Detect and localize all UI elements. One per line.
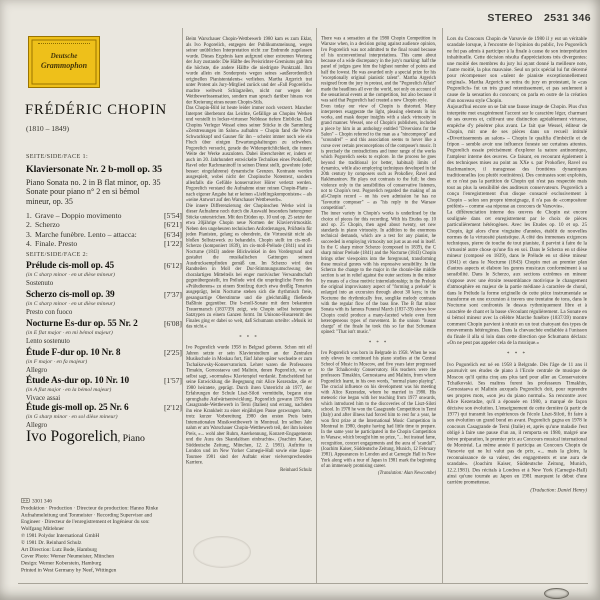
cassette-number: 3301 346 <box>32 498 52 504</box>
track-number: 4. <box>26 238 32 248</box>
credit-line: Aufnahmeleitung und Tonmeister · Recording Supervisor and <box>21 512 153 518</box>
artist-credit <box>26 428 145 446</box>
table-row <box>26 230 182 239</box>
track-number: 3. <box>26 229 32 239</box>
sonata-title-fr-1: Sonate pour piano n° 2 en si bémol <box>26 187 140 197</box>
table-row <box>26 211 182 220</box>
sonata-title-fr-2: mineur, op. 35 <box>26 196 73 206</box>
piece-subtitle: (in E flat major · en mi bémol majeur) <box>26 330 113 336</box>
sonata-title-de: Klaviersonate Nr. 2 b-moll op. 35 <box>26 164 162 175</box>
piece-tempo: Allegro <box>26 366 48 374</box>
piece-title: Prélude cis-moll op. 45 <box>26 261 115 271</box>
sonata-track-list <box>26 211 182 248</box>
side2-label: SEITE/SIDE/FACE 2: <box>26 251 89 258</box>
author-signature: Reinhard Schulz <box>280 466 312 473</box>
paragraph: Lors du Concours Chopin de Varsovie de 1980 il y eut un véritable scandale lorsque, à l'encontre de l'opinion du public, Ivo Pogorelich ne fut pas admis à participer à la finale à cause de son interprétation inhabituelle. Cette décision résulta d'appréciations très divergentes: une moitié des membres du jury lui ayant donné la meilleure note, l'autre moitié, la plus mauvaise. Seul un prix spécial lui fut décerné pour récompenser son «talent de pianiste exceptionnellement original». Martha Argerich se retira du jury en protestant, le «cas Pogorelich» fut un très grand retentissement, et pas seulement à cause de la sensation du concours; on parla en outre de la création d'un nouveau style Chopin. <box>447 36 587 104</box>
piece-subtitle: (in F major · en fa majeur) <box>26 359 88 365</box>
piece-time: [6'12] <box>163 261 182 270</box>
piece-title: Étude gis-moll op. 25 Nr. 6 <box>26 403 129 413</box>
list-item <box>26 290 182 316</box>
tulip-crest-icon <box>38 43 90 47</box>
credit-line: Cover Photo: Werner Neumeister, München <box>21 553 114 560</box>
track-time: [5'54] <box>163 211 182 220</box>
section-separator: * * * <box>368 340 389 346</box>
printer-mark-icon <box>544 588 569 599</box>
piece-subtitle: (in C sharp minor · en ut dièse mineur) <box>26 301 115 307</box>
paragraph: Das Chopin-Bild ist heute leider immer noch verzerrt. Mancher Interpret überbetont das Leichte, Gefällige an Chopins Werken und verstellt in locker-virtuoser Noblesse tiefere Einblicke. Daß Chopins Verleger Wessel eines seiner Stücke in die Sammlung »Zerstreuungen im Salon« aufnahm – Chopin fand die Worte Schwachkopf und Gauner für ihn – scheint immer noch wie ein Fluch über einigen Erwartungshaltungen zu schweben. Pogorelich versucht, gerade die Widersprüchlichkeit, die innere Weite der Werke auszuloten. Dabei überschreitet er, indem er auch im 20. Jahrhundert entwickelte Techniken eines Prokofieff, Ravel oder Rachmaninoff in seinen Dienst stellt, gewohnte (oder besser: eingefahrene) dynamische Grenzen. Kontraste werden ausgespielt, wobei nicht der Chopinsche Notentext, sondern allenfalls die Gefühle konservativer Hörer verletzt werden. Pogorelich verstand die Aufnahme einer reinen Chopin-Platte – nach eigener Angabe hat er keinen »Lieblingskomponisten« – als »seine Antwort auf den Warschauer Wettbewerb«. <box>186 105 312 203</box>
piece-tempo: Presto con fuoco <box>26 308 73 316</box>
artist-instrument: , Piano <box>117 433 145 444</box>
credit-line: Produktion · Production · Directeur de production: Hanno Rinke <box>21 505 159 511</box>
piece-time: [2'12] <box>163 403 182 412</box>
track-time: [6'21] <box>163 220 182 230</box>
track-name: Marche funèbre. Lento – attacca: <box>35 229 137 239</box>
piece-title: Étude As-dur op. 10 Nr. 10 <box>26 376 130 386</box>
deutsche-grammophon-logo <box>28 36 100 88</box>
piece-time: [7'37] <box>163 290 182 299</box>
translator-credit: (Translation: Alan Newcombe) <box>378 470 436 476</box>
track-number: 2. <box>26 220 32 230</box>
composer-name: FRÉDÉRIC CHOPIN <box>25 102 168 118</box>
side1-label: SEITE/SIDE/FACE 1: <box>26 153 89 160</box>
paragraph: Beim Warschauer Chopin-Wettbewerb 1980 kam es zum Eklat, als Ivo Pogorelich, entgegen der Publikumsmeinung, wegen seiner unüblichen Interpretation nicht zur Endrunde zugelassen wurde. Dieses Ergebnis kam aufgrund einer extremen Wertung der Jury zustande: Die Hälfte des Preisrichter-Gremiums gab ihm die höchste, die andere Hälfte die niedrigste Punktzahl. Ihm wurde allein ein Sonderpreis wegen seines »außerordentlich originellen Pianistentalents« verliehen. Martha Argerich trat unter Protest als Jury-Mitglied zurück und der »Fall Pogorelich« machte weltweit Schlagzeilen, nicht nur wegen der Wettbewerbssensation, sondern man sprach darüber hinaus von der Kreierung eines neuen Chopin-Stils. <box>186 36 312 105</box>
composer-dates: (1810 – 1849) <box>26 124 70 133</box>
list-item <box>26 261 182 287</box>
sonata-title-en: Piano Sonata no. 2 in B flat minor, op. 35 <box>26 178 161 187</box>
paragraph: Aujourd'hui encore on se fait une fausse image de Chopin. Plus d'un interprète met exagérément l'accent sur le caractère léger, charmant de ses œuvres et, cultivant une distinction agréablement virtuose, empêche d'y pénétrer plus avant. Le fait que Wessel, éditeur de Chopin, mit une de ses pièces dans un recueil intitulé «Divertissements au salon» – Chopin le qualifia d'imbécile et de fripon – semble avoir une influence funeste sur certaines attentes. Pogorelich essaie précisément d'explorer la nature antinomique, l'ampleur interne des œuvres. Ce faisant, en recourant également à des techniques mises au point au XXe s. par Prokofiev, Ravel ou Rachmaninov, il transgresse des frontières dynamiques traditionnelles (ou plutôt routinières). Des contrastes sont exploités, et ce n'est pas la partition de Chopin qui n'est pas respectée mais tout au plus la sensibilité des auditeurs conservateurs. Pogorelich a conçu l'enregistrement d'un disque consacré exclusivement à Chopin – selon son propre témoignage, il n'a pas de «compositeur préféré» – comme «sa réponse au concours de Varsovie». <box>447 104 587 209</box>
piece-title: Étude F-dur op. 10 Nr. 8 <box>26 348 121 358</box>
track-name: Finale. Presto <box>35 238 78 248</box>
brand-line2: Grammophon <box>40 61 88 70</box>
piece-tempo: Sostenuto <box>26 279 54 287</box>
piece-time: [6'08] <box>163 319 182 328</box>
paragraph: Ivo Pogorelich wurde 1958 in Belgrad geboren. Schon mit elf Jahren setzte er sein Klavierstudium an der Zentralen Musikschule in Moskau fort, fünf Jahre später wechselte er zum Tschaikowsky-Konservatorium. Lehrer waren die Professoren Timakin, Gornostaeva und Malinin, denen Pogorelich, wie er selbst sagt, »normales« Klavierspiel verdankt. Entscheidend hat seine Entwicklung die Begegnung mit Alice Kezeradze, die er 1980 heiratete, geprägt. Durch ihren Unterricht ab 1977, der Erfahrungen der Schule Liszt-Siloti vermittelte, begann eine sprunghafte Aufwärtsentwicklung. Pogorelich gewann 1978 den Casagrande-Wettbewerb in Terni (Italien) und errang, nachdem ihn eine Krankheit zu einer einjährigen Pause gezwungen hatte, trotz kurzer Vorbereitung 1980 den ersten Preis beim Internationalen Musikwettbewerb in Montreal. Im selben Jahr nahm er am Warschauer Chopin-Wettbewerb teil, der ihm keinen Preis, »... wohl aber Ruhm, Anerkennung, Konzert-Engagements und die Aura des Skandalösen einbrachte«. (Joachim Kaiser, Süddeutsche Zeitung, München, 12. 2. 1981). Auftritte in London und im New Yorker Carnegie-Hall sowie eine Japan-Tournee 1981 sind der Auftakt einer vielversprechenden Karriere. <box>186 344 312 465</box>
paragraph: There was a sensation at the 1980 Chopin Competition in Warsaw when, in a decision going against audience opinion, Ivo Pogorelich was not admitted to the final round because of his unconventional interpretations. This came about because of a wide discrepancy in the jury's marking: half the panel of judges gave him the highest number of points and half the lowest. He was awarded only a special prize for his "exceptionally original pianistic talent". Martha Argerich resigned from the jury in protest, and the "Pogorelich Affair" made the headlines all over the world, not only on account of the sensational events at the competition, but also because it was said that Pogorelich had created a new Chopin style. <box>321 36 436 104</box>
table-row <box>26 220 182 229</box>
track-name: Scherzo <box>35 220 60 230</box>
translator-credit: (Traduction: Daniel Henry) <box>530 487 587 493</box>
piece-title: Scherzo cis-moll op. 39 <box>26 290 115 300</box>
credit-line: Art Direction: Lutz Bode, Hamburg <box>21 546 97 553</box>
credit-line: Printed in West Germany by Neef, Wittingen <box>21 567 117 573</box>
track-time: [1'22] <box>163 238 182 248</box>
stereo-label: STEREO <box>487 12 533 24</box>
table-row <box>26 239 182 248</box>
brand-name <box>29 51 99 71</box>
catalog-number: 2531 346 <box>544 12 591 24</box>
list-item <box>26 319 182 345</box>
paragraph: Die innere Differenzierung der Chopinschen Werke wird in dieser Aufnahme noch durch die Auswahl besonders heterogener Stücke unterstrichen. Mit den Etüden op. 10 und op. 25 setzte der etwa 20jährige Chopin neue Normen der Klaviervirtuosität. Neben den ungeheuren technischen Anforderungen, Prüfstein für jeden Pianisten, gelang es obendrein, die Virtuosität nicht als bloßen Selbstzweck zu behandeln. Chopin stellt im cis-moll-Scherzo (komponiert 1839), im cis-moll-Prélude (1841) und im Nocturne (1843) andere Blickwinkel in den Vordergrund und gestaltet die musikalischen Gattungen seinem Ausdrucksempfinden gemäß um. Im Scherzo wird den Randteilen in Moll der Dur-Stimmungsumschwung des choralartigen Mittelteils bei enger motivischer Verwandtschaft gegenübergestellt, im Prélude wird die ursprüngliche Form des »Präludierens« zu einem Streifzug durch etwa dreißig Tonarten ausgeprägt, beim Nocturne stehen sich die rhythmisch freie, gesangsartige Oberstimme und die gleichmäßig fließende Baßlinie gegenüber. Die b-moll-Sonate mit dem bekannten Trauermarsch (1837/39) zeigt, wie Chopin selbst heterogene Satztypen zu einem Ganzen formt. Im Unisono-Husarenritt des Finales ging er dabei so weit, daß Schumann urteilte: »Musik ist das nicht.« <box>186 202 312 329</box>
credit-line: Engineer · Directeur de l'enregistrement et Ingénieur du son: <box>21 519 150 525</box>
section-separator: * * * <box>506 351 528 357</box>
paragraph: Ivo Pogorelich est né en 1958 à Belgrade. Dès l'âge de 11 ans il poursuivit ses études de piano à l'Ecole centrale de musique de Moscou qu'il quitta cinq ans plus tard pour aller au Conservatoire Tchaïkovski. Ses maîtres furent les professeurs Timakhin, Gornostaeva et Malinin auxquels Pogorelich doit, pour reprendre ses propres mots, «son jeu du piano normal». Sa rencontre avec Alice Kezeradze, qu'il a épousée en 1980, a marqué de façon décisive son évolution. L'enseignement de cette dernière (à partir de 1977) qui transmit les expériences de l'école Liszt-Siloti, fit faire à son évolution un grand bond en avant. Pogorelich gagna en 1978 le concours Casagrande de Terni (Italie) et, après qu'une maladie l'eut obligé à faire une pause d'un an, il remporta en 1980, malgré une brève préparation, le premier prix au Concours musical international de Montréal. La même année il participa au Concours Chopin de Varsovie qui ne lui valut pas de prix, «... mais la gloire, la reconnaissance de sa valeur, des engagements et une aura de scandale». (Joachim Kaiser, Süddeutsche Zeitung, Munich, 12.2.1981). Des récitals à Londres et à New York (Carnegie-Hall) ainsi qu'une tournée au Japon en 1981 marquent le début d'une carrière prometteuse. <box>447 361 587 486</box>
cassette-catalog-line <box>21 498 188 505</box>
list-item <box>26 403 182 429</box>
liner-notes-french <box>447 36 600 600</box>
credit-line: Design: Werner Koberstein, Hamburg <box>21 560 102 567</box>
piece-subtitle: (in G sharp minor · en sol dièse mineur) <box>26 414 118 420</box>
section-separator: * * * <box>239 334 259 340</box>
paragraph: Even today our view of Chopin is distorted. Many interpreters exaggerate the light, pleasing elements in his works, and mask deeper insights with a slack virtuosity in grand manner. Wessel, one of Chopin's publishers, included a piece by him in an anthology entitled "Diversions for the Salon" – Chopin referred to the man as a "nincompoop" and "scoundrel" – and this association seems to hover like a curse over certain preconceptions of the composer's music. It is precisely the contradictions and inner range of the works which Pogorelich seeks to explore. In the process he goes beyond the traditional (or better, habitual) limits of dynamics, while also employing techniques developed in the 20th century by composers such as Prokofiev, Ravel and Rakhmaninov. He plays out contrasts to the full; he does violence only to the sensibilities of conservative listeners, not to Chopin's text. Pogorelich regarded the making of an all-Chopin record – on his own admission he has no "favourite composer" – as "his reply to the Warsaw competition". <box>321 103 436 211</box>
artist-name: Ivo Pogorelich <box>26 428 118 445</box>
list-item <box>26 376 182 402</box>
track-number: 1. <box>26 211 32 220</box>
track-time: [6'34] <box>163 229 182 239</box>
embossed-seal <box>193 536 251 568</box>
piece-tempo: Vivace assai <box>26 394 61 402</box>
piece-tempo: Lento sostenuto <box>26 337 70 345</box>
cassette-icon <box>21 498 30 503</box>
catalog-header <box>487 12 591 24</box>
track-name: Grave – Doppio movimento <box>35 211 122 220</box>
piece-time: [2'25] <box>163 348 182 357</box>
paragraph: The inner variety in Chopin's works is underlined by the choice of pieces for this recording. With his Etudes op. 10 and op. 25 Chopin, then aged about twenty, set new standards in piano virtuosity. In addition to the enormous technical demands, which are a test for any pianist, he succeeded in employing virtuosity not just as an end in itself. In the C sharp minor Scherzo (composed in 1839), the C sharp minor Prelude (1841) and the Nocturne (1843) Chopin brings other viewpoints into the foreground, transforming these musical genres with his expressive sensibility. In the Scherzo the change to the major in the chorale-like middle section is set in relief against the outer sections in the minor by means of a close motivic interrelationship; in the Prelude the original improvisatory aspect of "forming a prelude" is enlarged into an excursion through about 30 keys; in the Nocturne the rhythmically free, songlike melody contrasts with the regular flow of the bass line. The B flat minor Sonata with its famous Funeral March (1837-39) shows how Chopin could produce a many-faceted whole even from heterogeneous types of movement. In the unison "hussar charge" of the finale he took this so far that Schumann opined: "That isn't music." <box>321 211 436 335</box>
credit-line: ℗ 1981 Polydor International GmbH <box>21 532 100 539</box>
piece-time: [1'57] <box>163 376 182 385</box>
piece-subtitle: (in C sharp minor · en ut dièse mineur) <box>26 272 115 278</box>
list-item <box>26 348 182 374</box>
piece-tempo: Allegro <box>26 421 48 429</box>
credit-line: Wolfgang Mitlehner <box>21 526 64 532</box>
production-credits <box>21 498 355 600</box>
piece-title: Nocturne Es-dur op. 55 Nr. 2 <box>26 319 138 329</box>
brand-line1: Deutsche <box>50 52 78 60</box>
credit-line: © 1981 Dr. Reinhard Schulz <box>21 539 82 546</box>
paragraph: La différenciation interne des œuvres de Chopin est encore soulignée dans cet enregistrement par le choix de pièces particulièrement hétérogènes. Avec les Etudes op. 10 et op. 25 Chopin, âgé alors d'une vingtaine d'années, établit de nouvelles normes de la virtuosité pianistique. A côté des immenses exigences techniques, pierre de touche de tout pianiste, il parvint à faire de la virtuosité autre chose qu'une fin en soi. Dans le Scherzo en ut dièse mineur (composé en 1839), dans le Prélude en ut dièse mineur (1841) et dans le Nocturne (1843) Chopin met au premier plan d'autres aspects et élabore les genres musicaux conformément à sa sensibilité. Dans le Scherzo, aux sections extrêmes en mineur s'oppose avec une étroite ressemblance motivique le changement d'atmosphère en majeur de la partie médiane à caractère de choral, dans le Prélude la forme originelle de cette pièce instrumentale se transforme en une excursion à travers une trentaine de tons, dans le Nocturne sont confrontés le dessus rythmiquement libre et à caractère de chant et la basse s'écoulant régulièrement. La Sonate en si bémol mineur avec la célèbre Marche funèbre (1837/39) montre comment Chopin parvient à réunir en un tout chatoyant des types de mouvements hétérogènes. Dans la chevauchée endiablée à l'unisson du finale il alla si loin dans cette direction que Schumann déclara: «On ne peut pas appeler cela de la musique.» <box>447 209 587 346</box>
paragraph: Ivo Pogorelich was born in Belgrade in 1958. When he was only eleven he continued his piano studies at the Central School of Music in Moscow, and five years later progressed to the Tchaikovsky Conservatory. His teachers were the professors Timakhin, Gornostaeva and Malinin, from whom Pogorelich learnt, in his own words, "normal piano playing". The crucial influence on his development was his meeting with Alice Kezeradze, whom he married in 1980. His meteoric rise began with her teaching from 1977 onwards, which introduced him to the discoveries of the Liszt-Siloti school. In 1978 he won the Casagrande Competition in Terni (Italy) and after illness had forced him to rest for a year, he won first prize at the International Music Competition in Montreal in 1980, despite having had little time to prepare. In the same year he participated in the Chopin Competition in Warsaw, which brought him no prize, "... but instead fame, recognition, concert engagements and the aura of 'scandal'". (Joachim Kaiser, Süddeutsche Zeitung, Munich, 12 February 1981). Appearances in London and at Carnegie Hall in New York along with a tour of Japan in 1981 mark the beginning of an immensely promising career. <box>321 350 436 469</box>
piece-subtitle: (in A flat major · en la bémol majeur) <box>26 387 112 393</box>
